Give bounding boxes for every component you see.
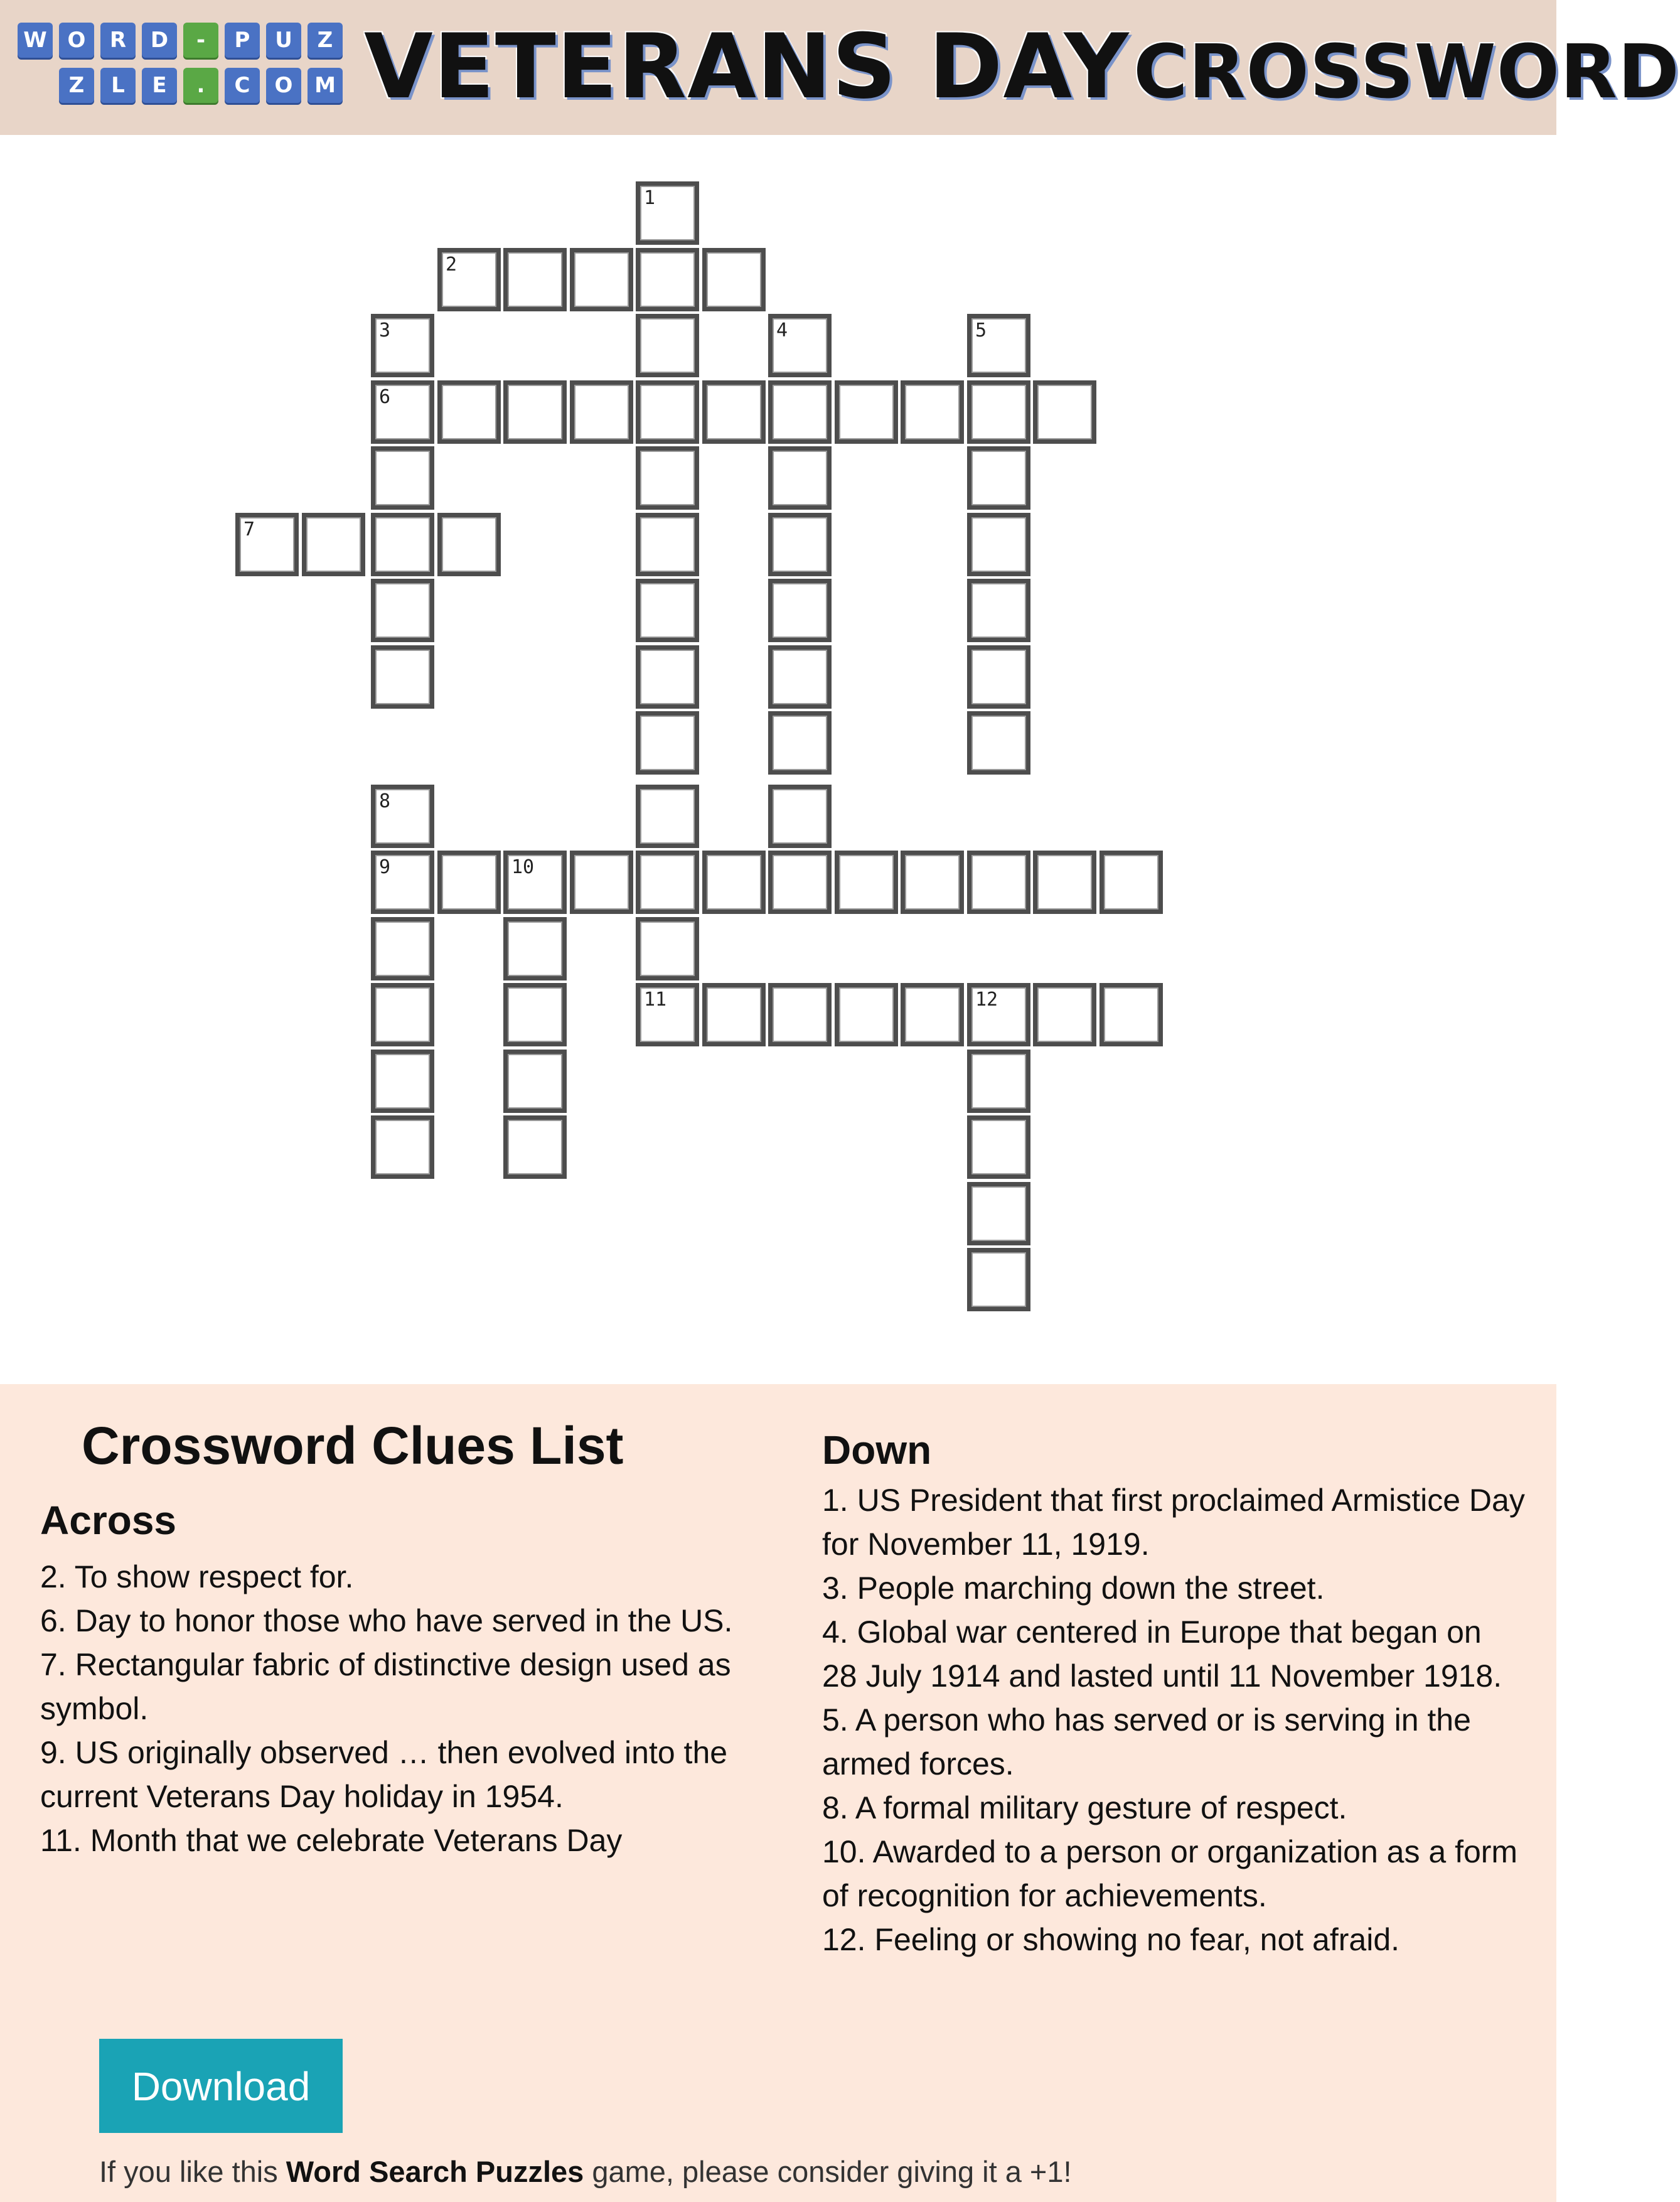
grid-cell[interactable]: [437, 248, 501, 311]
grid-cell[interactable]: [967, 1115, 1030, 1179]
grid-cell[interactable]: [371, 513, 434, 576]
grid-cell[interactable]: [503, 1050, 567, 1113]
grid-cell[interactable]: [967, 645, 1030, 709]
grid-cell[interactable]: [636, 314, 699, 377]
crossword-grid: [0, 135, 1556, 1384]
grid-cell[interactable]: [768, 513, 832, 576]
down-clue: 3. People marching down the street.: [822, 1571, 1325, 1606]
logo-tile: E: [142, 68, 177, 103]
grid-cell[interactable]: [371, 1050, 434, 1113]
grid-cell[interactable]: [302, 513, 365, 576]
grid-cell[interactable]: [636, 446, 699, 510]
grid-cell[interactable]: [1033, 380, 1096, 444]
grid-cell[interactable]: [967, 711, 1030, 775]
grid-cell[interactable]: [636, 983, 699, 1046]
grid-cell[interactable]: [371, 983, 434, 1046]
logo-tile: .: [183, 68, 218, 103]
clues-panel: [0, 1384, 1556, 2202]
grid-cell[interactable]: [371, 851, 434, 914]
grid-cell[interactable]: [371, 1115, 434, 1179]
clue-number: 4: [776, 320, 788, 341]
header-banner: [0, 0, 1680, 135]
grid-cell[interactable]: [768, 314, 832, 377]
grid-cell[interactable]: [636, 711, 699, 775]
page-title: [364, 15, 1680, 122]
grid-cell[interactable]: [235, 513, 299, 576]
grid-cell[interactable]: [967, 1248, 1030, 1311]
grid-cell[interactable]: [901, 983, 964, 1046]
grid-cell[interactable]: [636, 513, 699, 576]
grid-cell[interactable]: [437, 513, 501, 576]
grid-cell[interactable]: [768, 380, 832, 444]
clue-number: 11: [644, 989, 667, 1011]
footer-suffix: game, please consider giving it a +1!: [584, 2155, 1072, 2188]
grid-cell[interactable]: [371, 579, 434, 642]
grid-cell[interactable]: [503, 1115, 567, 1179]
logo-tile: W: [18, 23, 53, 58]
footer-note: [99, 2154, 1072, 2189]
clue-number: 5: [975, 320, 987, 341]
grid-cell[interactable]: [371, 645, 434, 709]
grid-cell[interactable]: [636, 380, 699, 444]
across-clue: 6. Day to honor those who have served in the US.: [40, 1603, 733, 1638]
logo-tile: R: [100, 23, 136, 58]
grid-cell[interactable]: [967, 513, 1030, 576]
clue-number: 2: [446, 254, 457, 276]
down-clue: 12. Feeling or showing no fear, not afraid.: [822, 1922, 1400, 1957]
clue-number: 1: [644, 187, 656, 209]
grid-cell[interactable]: [702, 983, 766, 1046]
across-heading: Across: [40, 1498, 176, 1543]
grid-cell[interactable]: [371, 785, 434, 848]
down-heading: Down: [822, 1427, 932, 1473]
logo-tile: D: [142, 23, 177, 58]
grid-cell[interactable]: [503, 851, 567, 914]
across-clue: 9. US originally observed … then evolved into the current Veterans Day holiday in 1954.: [40, 1735, 728, 1814]
grid-cell[interactable]: [503, 380, 567, 444]
grid-cell[interactable]: [636, 181, 699, 245]
logo-tile: Z: [59, 68, 94, 103]
grid-cell[interactable]: [768, 446, 832, 510]
grid-cell[interactable]: [835, 380, 898, 444]
logo-tile: U: [266, 23, 301, 58]
grid-cell[interactable]: [768, 851, 832, 914]
down-clue: 10. Awarded to a person or organization as a form of recognition for achievements.: [822, 1834, 1518, 1913]
title-main: VETERANS DAY: [364, 15, 1130, 119]
grid-cell[interactable]: [967, 1050, 1030, 1113]
clue-number: 8: [379, 790, 391, 812]
grid-cell[interactable]: [1099, 851, 1163, 914]
grid-cell[interactable]: [967, 446, 1030, 510]
logo-tile: -: [183, 23, 218, 58]
grid-cell[interactable]: [636, 917, 699, 980]
down-clue-list: [822, 1478, 1525, 1962]
across-clue: 7. Rectangular fabric of distinctive design used as symbol.: [40, 1647, 731, 1726]
grid-cell[interactable]: [1099, 983, 1163, 1046]
down-clue: 1. US President that first proclaimed Armistice Day for November 11, 1919.: [822, 1483, 1525, 1562]
grid-cell[interactable]: [636, 785, 699, 848]
grid-cell[interactable]: [768, 785, 832, 848]
logo-tile: Z: [308, 23, 343, 58]
clues-title: Crossword Clues List: [82, 1416, 624, 1475]
grid-cell[interactable]: [570, 380, 633, 444]
grid-cell[interactable]: [702, 248, 766, 311]
grid-cell[interactable]: [967, 314, 1030, 377]
footer-link[interactable]: Word Search Puzzles: [286, 2155, 584, 2188]
grid-cell[interactable]: [702, 851, 766, 914]
grid-cell[interactable]: [967, 983, 1030, 1046]
grid-cell[interactable]: [570, 851, 633, 914]
grid-cell[interactable]: [371, 446, 434, 510]
down-clue: 5. A person who has served or is serving in the armed forces.: [822, 1702, 1471, 1781]
grid-cell[interactable]: [901, 380, 964, 444]
grid-cell[interactable]: [636, 579, 699, 642]
grid-cell[interactable]: [1033, 983, 1096, 1046]
grid-cell[interactable]: [371, 380, 434, 444]
logo-tile: O: [59, 23, 94, 58]
grid-cell[interactable]: [835, 851, 898, 914]
grid-cell[interactable]: [503, 248, 567, 311]
clue-number: 7: [243, 518, 255, 540]
down-clue: 4. Global war centered in Europe that began on 28 July 1914 and lasted until 11 November 1918.: [822, 1614, 1502, 1694]
down-clue: 8. A formal military gesture of respect.: [822, 1790, 1347, 1825]
clue-number: 3: [379, 320, 391, 341]
grid-cell[interactable]: [636, 248, 699, 311]
across-clue: 2. To show respect for.: [40, 1559, 354, 1594]
across-clue-list: [40, 1555, 793, 1862]
logo-tile: M: [308, 68, 343, 103]
grid-cell[interactable]: [967, 579, 1030, 642]
grid-cell[interactable]: [967, 380, 1030, 444]
download-button[interactable]: Download: [99, 2039, 343, 2133]
site-logo[interactable]: [18, 23, 351, 105]
grid-cell[interactable]: [636, 645, 699, 709]
grid-cell[interactable]: [636, 851, 699, 914]
clue-number: 10: [511, 856, 535, 878]
grid-cell[interactable]: [967, 1182, 1030, 1245]
logo-tile: C: [225, 68, 260, 103]
grid-cell[interactable]: [901, 851, 964, 914]
grid-cell[interactable]: [503, 983, 567, 1046]
grid-cell[interactable]: [702, 380, 766, 444]
grid-cell[interactable]: [967, 851, 1030, 914]
grid-cell[interactable]: [768, 711, 832, 775]
grid-cell[interactable]: [768, 579, 832, 642]
grid-cell[interactable]: [503, 917, 567, 980]
grid-cell[interactable]: [437, 380, 501, 444]
grid-cell[interactable]: [835, 983, 898, 1046]
logo-tile: P: [225, 23, 260, 58]
logo-tile: O: [266, 68, 301, 103]
grid-cell[interactable]: [570, 248, 633, 311]
title-sub: CROSSWORD: [1133, 28, 1680, 115]
clue-number: 6: [379, 386, 391, 408]
grid-cell[interactable]: [1033, 851, 1096, 914]
grid-cell[interactable]: [371, 314, 434, 377]
logo-tile: L: [100, 68, 136, 103]
grid-cell[interactable]: [768, 983, 832, 1046]
grid-cell[interactable]: [371, 917, 434, 980]
across-clue: 11. Month that we celebrate Veterans Day: [40, 1823, 623, 1858]
footer-prefix: If you like this: [99, 2155, 286, 2188]
grid-cell[interactable]: [768, 645, 832, 709]
grid-cell[interactable]: [437, 851, 501, 914]
clue-number: 9: [379, 856, 391, 878]
clue-number: 12: [975, 989, 998, 1011]
